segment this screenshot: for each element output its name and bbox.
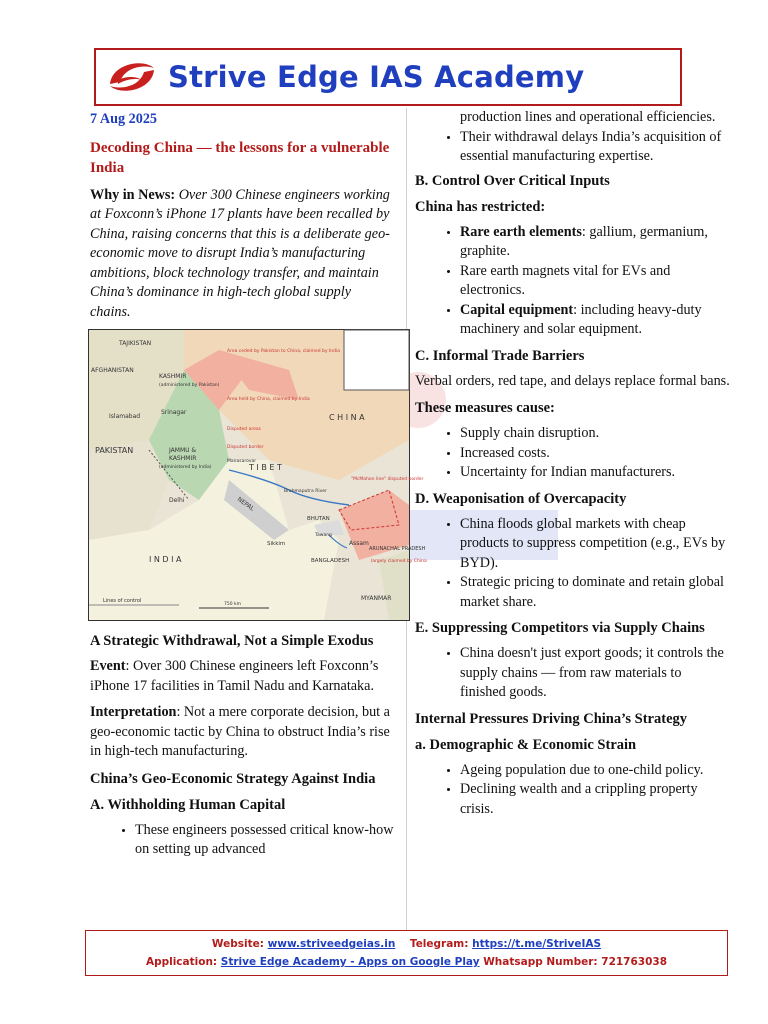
map-label-kashmir-sub: (administered by Pakistan) bbox=[159, 383, 220, 388]
why-in-news bbox=[90, 186, 395, 323]
list-item bbox=[460, 223, 730, 262]
section-e-heading: E. Suppressing Competitors via Supply Chains bbox=[415, 620, 705, 636]
list-item: • Their withdrawal delays India’s acquisition of essential manufacturing expertise. bbox=[460, 128, 730, 167]
map-label-area-ceded: Area ceded by Pakistan to China, claimed by India bbox=[227, 349, 340, 354]
map-label-tajikistan: TAJIKISTAN bbox=[119, 340, 152, 347]
brand-name: Strive Edge IAS Academy bbox=[168, 60, 585, 94]
map-label-pakistan: PAKISTAN bbox=[95, 446, 134, 455]
bullet-text: : gallium, germanium, graphite. bbox=[460, 223, 708, 259]
map-label-jk2: KASHMIR bbox=[169, 455, 197, 462]
header-banner bbox=[94, 48, 682, 106]
map-label-china: C H I N A bbox=[329, 413, 365, 422]
list-item: • These engineers possessed critical know-how on setting up advanced bbox=[135, 821, 395, 860]
section-b-sub: China has restricted: bbox=[415, 198, 546, 215]
list-item bbox=[460, 301, 730, 340]
list-item: • China floods global markets with cheap products to suppress competition (e.g., EVs by BYD). bbox=[460, 515, 730, 574]
application-link[interactable]: Strive Edge Academy - Apps on Google Play bbox=[220, 956, 480, 968]
section-d-list bbox=[415, 515, 730, 613]
map-label-afghanistan: AFGHANISTAN bbox=[91, 367, 134, 374]
section-a-list bbox=[90, 821, 395, 860]
website-label: Website: bbox=[211, 938, 264, 950]
map-label-srinagar: Srinagar bbox=[161, 409, 187, 416]
article-date: 7 Aug 2025 bbox=[90, 111, 158, 127]
why-text: Over 300 Chinese engineers working at Foxconn’s iPhone 17 plants have been recalled by China, raising concerns that this is a deliberate geo-economic move to disrupt India’s manufacturing ambitions, block technology transfer, and maintain China’s dominance in high-tech global supply chains. bbox=[90, 186, 390, 320]
map-label-arunachal-sub: largely claimed by China bbox=[371, 559, 427, 564]
map-label-islamabad: Islamabad bbox=[109, 413, 141, 420]
map-label-tibet: T I B E T bbox=[249, 463, 282, 472]
india-china-map bbox=[88, 329, 427, 621]
interpretation-text: : Not a mere corporate decision, but a geo-economic tactic by China to obstruct India’s rise in high-tech manufacturing. bbox=[90, 704, 390, 759]
bullet-bold: Capital equipment bbox=[460, 301, 574, 318]
section-internal-list bbox=[415, 761, 730, 820]
list-item: • Rare earth magnets vital for EVs and electronics. bbox=[460, 262, 730, 301]
list-item: • Ageing population due to one-child policy. bbox=[460, 761, 730, 781]
footer-line-1 bbox=[86, 935, 727, 953]
event-label: Event bbox=[90, 658, 126, 674]
list-item: • Increased costs. bbox=[460, 444, 730, 464]
event-paragraph bbox=[90, 657, 395, 696]
academy-logo-icon bbox=[102, 54, 162, 100]
event-text: : Over 300 Chinese engineers left Foxconn’s iPhone 17 facilities in Tamil Nadu and Karnataka. bbox=[90, 658, 379, 694]
map-label-myanmar: MYANMAR bbox=[361, 595, 392, 602]
bullet-bold: Rare earth elements bbox=[460, 223, 582, 240]
section-b-list bbox=[415, 223, 730, 340]
right-column bbox=[415, 108, 730, 825]
section-demographic-sub: a. Demographic & Economic Strain bbox=[415, 736, 637, 753]
section-a-heading: A. Withholding Human Capital bbox=[90, 796, 286, 813]
continued-list bbox=[415, 128, 730, 167]
section-strategic-withdrawal: A Strategic Withdrawal, Not a Simple Exodus bbox=[90, 633, 374, 649]
list-item: • Strategic pricing to dominate and retain global market share. bbox=[460, 573, 730, 612]
list-item: • Supply chain disruption. bbox=[460, 424, 730, 444]
why-label: Why in News: bbox=[90, 186, 176, 203]
map-label-disputed-border: Disputed border bbox=[227, 445, 264, 450]
footer-contact-box bbox=[85, 930, 728, 976]
list-item: • China doesn't just export goods; it controls the supply chains — from raw materials to finished goods. bbox=[460, 644, 730, 703]
list-item: • Uncertainty for Indian manufacturers. bbox=[460, 463, 730, 483]
map-label-jk-sub: (administered by India) bbox=[159, 465, 212, 470]
interpretation-paragraph bbox=[90, 703, 395, 762]
map-label-nepal: NEPAL bbox=[235, 495, 256, 513]
map-label-arunachal: ARUNACHAL PRADESH bbox=[369, 546, 426, 552]
whatsapp-number: 721763038 bbox=[601, 956, 668, 968]
section-c-heading: C. Informal Trade Barriers bbox=[415, 347, 585, 364]
website-link[interactable]: www.striveedgeias.in bbox=[267, 938, 396, 950]
section-geo-economic-strategy: China’s Geo-Economic Strategy Against India bbox=[90, 770, 376, 787]
section-e-list bbox=[415, 644, 730, 703]
map-label-tawang: Tawang bbox=[315, 533, 332, 538]
map-label-kashmir: KASHMIR bbox=[159, 373, 187, 380]
map-label-bhutan: BHUTAN bbox=[307, 516, 330, 522]
article-title: Decoding China — the lessons for a vulnerable India bbox=[90, 139, 390, 176]
map-label-brahmaputra: Brahmaputra River bbox=[284, 489, 327, 494]
section-b-heading: B. Control Over Critical Inputs bbox=[415, 172, 610, 189]
whatsapp-label: Whatsapp Number: bbox=[483, 956, 598, 968]
continued-text: production lines and operational efficiencies. bbox=[460, 109, 716, 125]
bullet-text: : including heavy-duty machinery and solar equipment. bbox=[460, 301, 702, 337]
section-internal-pressures: Internal Pressures Driving China’s Strategy bbox=[415, 710, 688, 727]
map-label-delhi: Delhi bbox=[169, 497, 185, 504]
section-d-heading: D. Weaponisation of Overcapacity bbox=[415, 490, 627, 507]
map-label-disputed-areas: Disputed areas bbox=[227, 427, 261, 432]
left-column bbox=[90, 110, 427, 866]
map-label-lines-of-control: Lines of control bbox=[103, 598, 142, 604]
telegram-label: Telegram: bbox=[409, 938, 469, 950]
map-label-sikkim: Sikkim bbox=[267, 541, 286, 547]
footer-line-2 bbox=[86, 953, 727, 971]
map-label-assam: Assam bbox=[349, 540, 369, 547]
map-label-scale: 750 km bbox=[224, 602, 242, 607]
map-label-area-held: Area held by China, claimed by India bbox=[227, 397, 310, 402]
list-item: • Declining wealth and a crippling property crisis. bbox=[460, 780, 730, 819]
map-label-mcmahon: "McMahon line" disputed border bbox=[351, 477, 424, 482]
section-c-sub: These measures cause: bbox=[415, 400, 555, 416]
map-label-india: I N D I A bbox=[149, 555, 182, 564]
application-label: Application: bbox=[145, 956, 218, 968]
map-label-jk: JAMMU & bbox=[169, 447, 197, 454]
section-c-list bbox=[415, 424, 730, 483]
map-label-bangladesh: BANGLADESH bbox=[311, 558, 350, 564]
telegram-link[interactable]: https://t.me/StriveIAS bbox=[472, 938, 602, 950]
map-label-manasarovar: Manasarovar bbox=[227, 459, 257, 464]
section-c-text: Verbal orders, red tape, and delays replace formal bans. bbox=[415, 372, 730, 389]
interpretation-label: Interpretation bbox=[90, 704, 177, 720]
